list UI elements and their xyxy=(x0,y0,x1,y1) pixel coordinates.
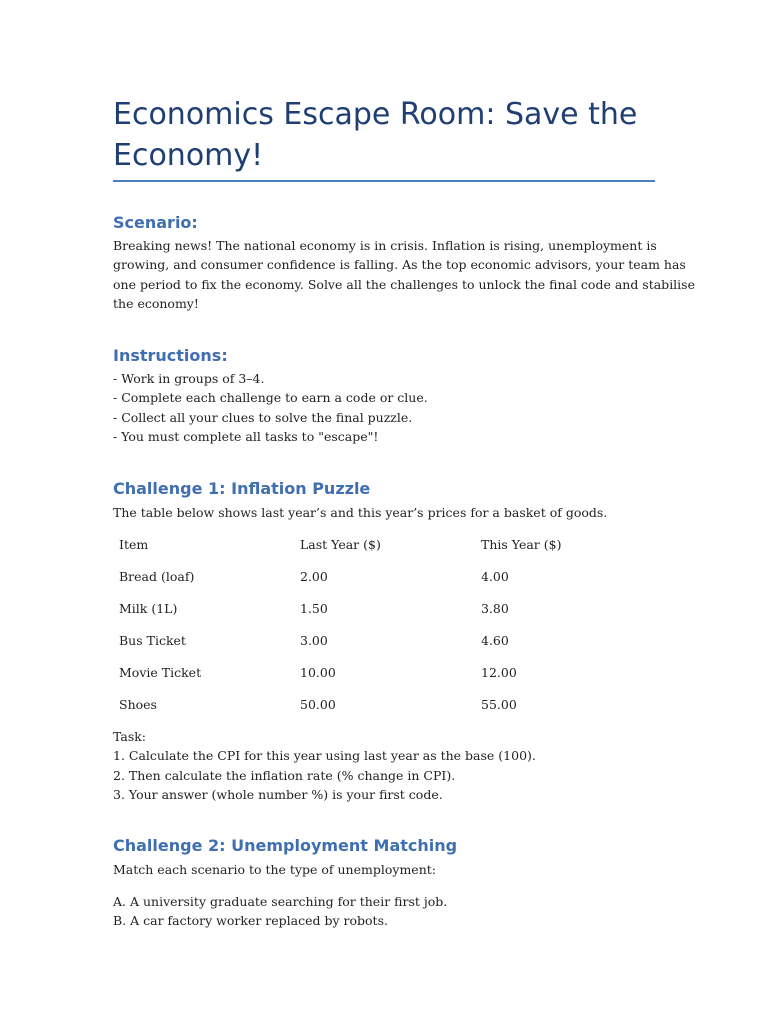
document-title: Economics Escape Room: Save the Economy! xyxy=(113,97,638,173)
table-cell: 50.00 xyxy=(300,697,336,712)
table-cell: 12.00 xyxy=(481,665,517,680)
matching-item: A. A university graduate searching for their first job. xyxy=(113,894,448,909)
task-line: 3. Your answer (whole number %) is your first code. xyxy=(113,786,443,802)
table-cell: 2.00 xyxy=(300,569,328,584)
scenario-line: one period to fix the economy. Solve all the challenges to unlock the final code and stabilise xyxy=(113,276,695,292)
challenge1-heading: Challenge 1: Inflation Puzzle xyxy=(113,479,371,498)
challenge2-intro-text: Match each scenario to the type of unemployment: xyxy=(113,862,436,877)
table-cell: 4.00 xyxy=(481,569,509,584)
instruction-item: - Work in groups of 3–4. xyxy=(113,371,265,386)
table-row xyxy=(119,629,659,661)
instruction-item: - You must complete all tasks to "escape"! xyxy=(113,428,379,444)
challenge1-intro xyxy=(113,503,658,522)
title-underline xyxy=(113,180,655,182)
table-row xyxy=(119,693,659,725)
table-row xyxy=(119,661,659,693)
instruction-item: - Complete each challenge to earn a code or clue. xyxy=(113,390,428,406)
scenario-line: the economy! xyxy=(113,295,199,311)
table-cell: 4.60 xyxy=(481,633,509,648)
scenario-line: Breaking news! The national economy is in crisis. Inflation is rising, unemployment is xyxy=(113,238,657,253)
table-cell: 3.00 xyxy=(300,633,328,648)
table-cell: Bread (loaf) xyxy=(119,569,195,584)
scenario-paragraph xyxy=(113,236,695,313)
challenge2-intro xyxy=(113,860,658,879)
instruction-item: - Collect all your clues to solve the final puzzle. xyxy=(113,409,413,425)
scenario-line: growing, and consumer confidence is falling. As the top economic advisors, your team has xyxy=(113,257,686,273)
task-line: 2. Then calculate the inflation rate (% change in CPI). xyxy=(113,767,456,783)
table-row xyxy=(119,565,659,597)
table-cell: 55.00 xyxy=(481,697,517,712)
challenge2-heading: Challenge 2: Unemployment Matching xyxy=(113,836,458,855)
table-cell: 3.80 xyxy=(481,601,509,616)
task-line: Task: xyxy=(113,729,147,744)
table-cell: Milk (1L) xyxy=(119,601,178,616)
table-row xyxy=(119,597,659,629)
prices-table xyxy=(119,533,659,725)
table-cell: Bus Ticket xyxy=(119,633,186,648)
scenario-heading: Scenario: xyxy=(113,213,198,232)
matching-item: B. A car factory worker replaced by robots. xyxy=(113,913,388,929)
instructions-list xyxy=(113,369,658,446)
table-header-cell: Last Year ($) xyxy=(300,537,381,552)
table-cell: 10.00 xyxy=(300,665,336,680)
table-cell: Movie Ticket xyxy=(119,665,202,680)
challenge1-intro-text: The table below shows last year’s and this year’s prices for a basket of goods. xyxy=(113,505,608,520)
table-cell: 1.50 xyxy=(300,601,328,616)
task-line: 1. Calculate the CPI for this year using last year as the base (100). xyxy=(113,748,536,764)
table-cell: Shoes xyxy=(119,697,157,712)
instructions-heading: Instructions: xyxy=(113,346,228,365)
table-header-cell: This Year ($) xyxy=(481,537,562,552)
table-header-row xyxy=(119,533,659,565)
table-header-cell: Item xyxy=(119,537,149,552)
challenge2-list xyxy=(113,892,658,931)
challenge1-task xyxy=(113,727,658,804)
